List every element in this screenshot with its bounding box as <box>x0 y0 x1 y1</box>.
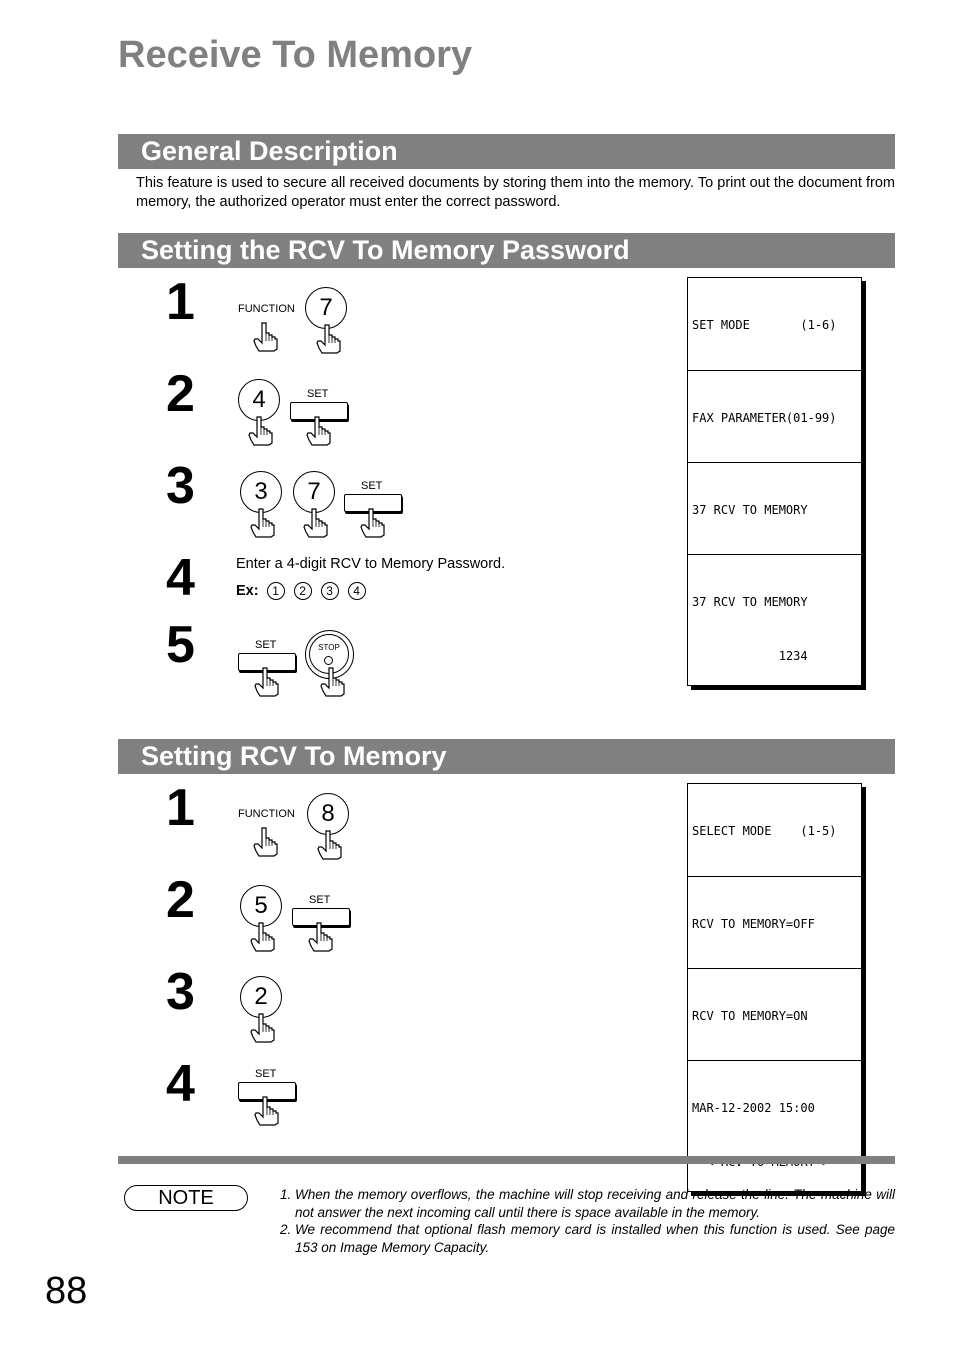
finger-press-icon <box>248 416 274 446</box>
example-row <box>236 582 375 600</box>
example-digit: 4 <box>348 582 366 600</box>
lcd-line: 37 RCV TO MEMORY <box>692 503 808 517</box>
step-number: 1 <box>166 273 195 331</box>
finger-press-icon <box>306 416 332 446</box>
step-number: 2 <box>166 365 195 423</box>
finger-press-icon <box>308 922 334 952</box>
finger-press-icon <box>303 508 329 538</box>
stop-key-label: STOP <box>318 643 340 652</box>
finger-press-icon <box>254 667 280 697</box>
lcd-line: 37 RCV TO MEMORY <box>692 595 808 609</box>
digit-key-8: 8 <box>307 793 349 835</box>
finger-press-icon <box>360 508 386 538</box>
step-number: 2 <box>166 871 195 929</box>
step-number: 1 <box>166 779 195 837</box>
finger-press-icon <box>320 667 346 697</box>
digit-key-7: 7 <box>305 287 347 329</box>
stop-icon <box>324 656 333 665</box>
section-heading-password: Setting the RCV To Memory Password <box>118 233 895 268</box>
set-key-label: SET <box>255 1068 277 1080</box>
general-description-text: This feature is used to secure all received documents by storing them into the memory. To print out the document from memory, the authorized operator must enter the correct password. <box>136 175 895 210</box>
note-item: 2. We recommend that optional flash memory card is installed when this function is used. See page 153 on Image Memory Capacity. <box>295 1221 895 1256</box>
note-badge: NOTE <box>124 1185 248 1211</box>
lcd-line: SELECT MODE (1-5) <box>692 824 837 838</box>
set-key-label: SET <box>307 388 329 400</box>
page-title: Receive To Memory <box>118 34 473 76</box>
section-heading-general: General Description <box>118 134 895 169</box>
example-digit: 2 <box>294 582 312 600</box>
digit-key-5: 5 <box>240 885 282 927</box>
finger-press-icon <box>250 1013 276 1043</box>
digit-key-2: 2 <box>240 976 282 1018</box>
example-digit: 3 <box>321 582 339 600</box>
finger-press-icon <box>250 922 276 952</box>
finger-press-icon <box>253 322 279 352</box>
lcd-display <box>687 554 862 686</box>
lcd-line: SET MODE (1-6) <box>692 318 837 332</box>
lcd-line: RCV TO MEMORY=ON <box>692 1009 808 1023</box>
finger-press-icon <box>317 830 343 860</box>
section-heading-rcv: Setting RCV To Memory <box>118 739 895 774</box>
step-number: 5 <box>166 616 195 674</box>
finger-press-icon <box>253 827 279 857</box>
lcd-line: RCV TO MEMORY=OFF <box>692 917 815 931</box>
divider <box>118 1156 895 1164</box>
note-item: 1. When the memory overflows, the machine will stop receiving and release the line. The machine will not answer the next incoming call until there is space available in the memory. <box>295 1186 895 1221</box>
digit-key-3: 3 <box>240 471 282 513</box>
step-number: 4 <box>166 1055 195 1113</box>
page-number: 88 <box>45 1270 88 1312</box>
finger-press-icon <box>254 1096 280 1126</box>
set-key-label: SET <box>255 639 277 651</box>
step-number: 3 <box>166 457 195 515</box>
finger-press-icon <box>250 508 276 538</box>
finger-press-icon <box>316 324 342 354</box>
function-key-label: FUNCTION <box>238 303 295 315</box>
example-digit: 1 <box>267 582 285 600</box>
set-key-label: SET <box>361 480 383 492</box>
digit-key-4: 4 <box>238 379 280 421</box>
step-number: 3 <box>166 963 195 1021</box>
lcd-line: MAR-12-2002 15:00 <box>692 1101 815 1115</box>
example-label: Ex: <box>236 582 259 599</box>
lcd-line: FAX PARAMETER(01-99) <box>692 411 837 425</box>
note-list <box>278 1186 895 1256</box>
lcd-display <box>687 1060 862 1192</box>
set-key-label: SET <box>309 894 331 906</box>
digit-key-7: 7 <box>293 471 335 513</box>
function-key-label: FUNCTION <box>238 808 295 820</box>
step-number: 4 <box>166 549 195 607</box>
lcd-line: 1234 <box>692 649 808 663</box>
step-instruction: Enter a 4-digit RCV to Memory Password. <box>236 556 506 572</box>
